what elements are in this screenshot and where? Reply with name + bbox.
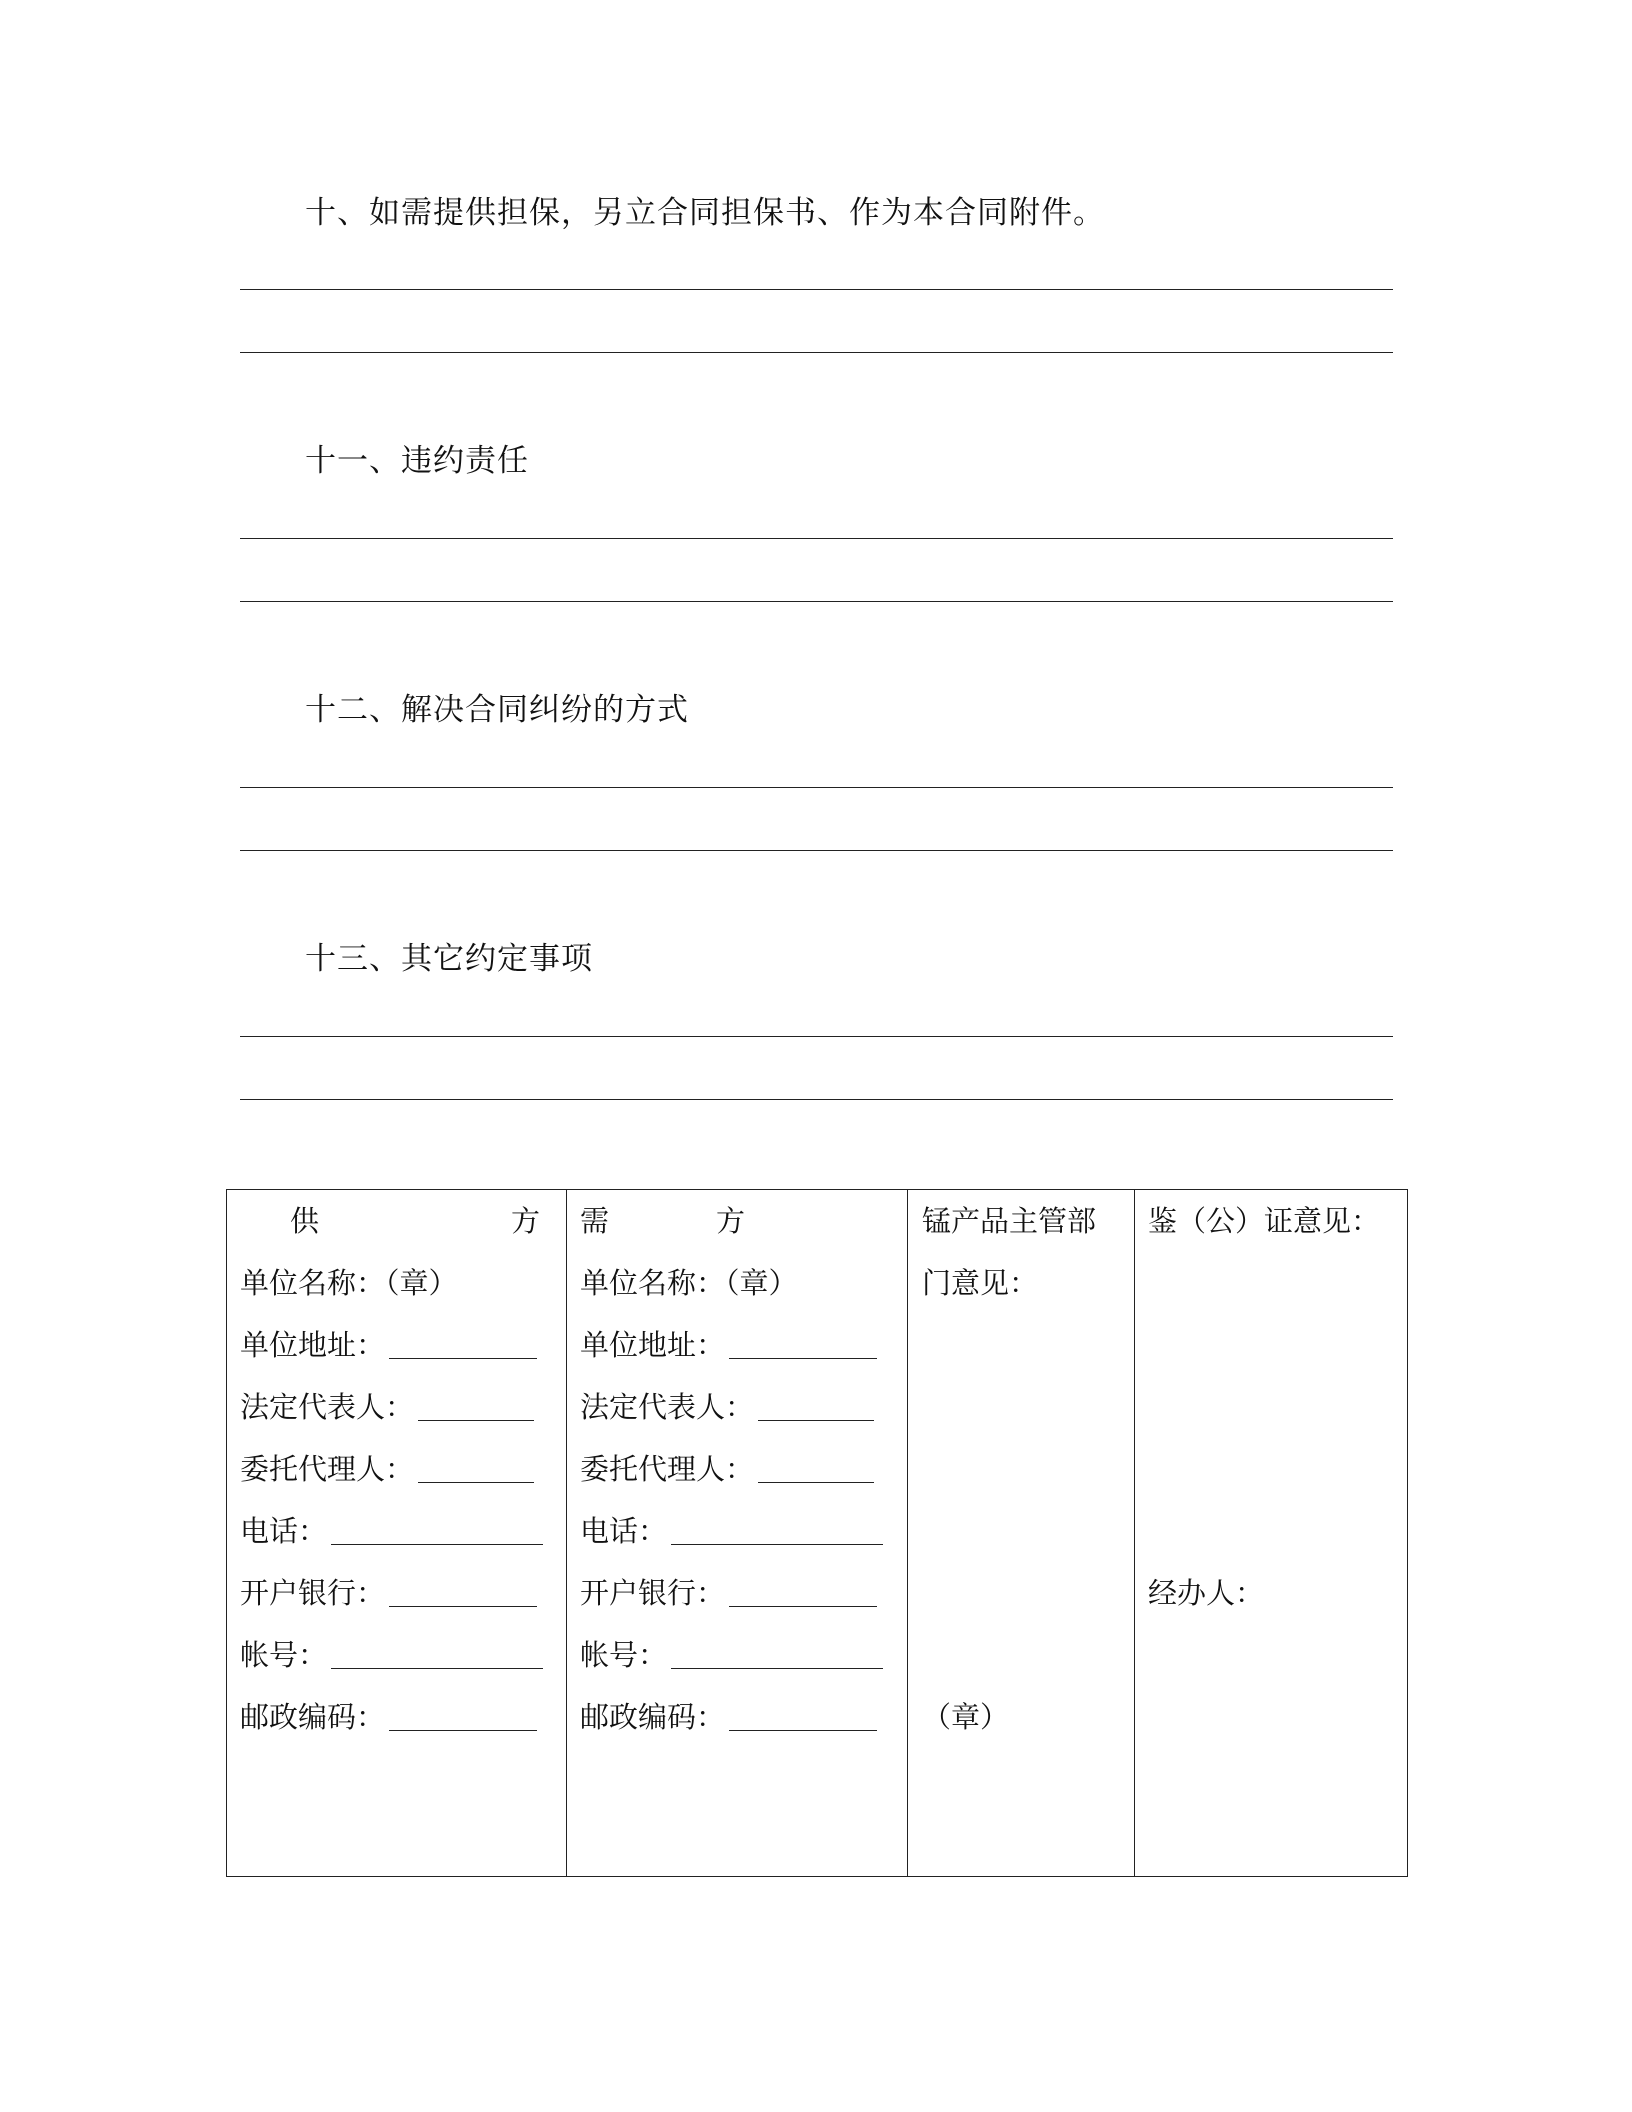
authority-column [908,1190,1135,1877]
blank-line [240,352,1393,353]
supplier-address-field[interactable] [389,1328,537,1359]
buyer-phone-field[interactable] [671,1514,883,1545]
buyer-legal-rep-label: 法定代表人： [580,1390,755,1424]
blank-line [240,787,1393,788]
supplier-title-right: 方 [510,1204,540,1238]
notary-column [1135,1190,1408,1877]
supplier-column [227,1190,567,1877]
supplier-bank-label: 开户银行： [240,1576,386,1610]
blank-line [240,1099,1393,1100]
supplier-phone-label: 电话： [240,1514,328,1548]
supplier-unit-name: 单位名称：（章） [240,1266,458,1300]
buyer-title-left: 需 [580,1204,610,1238]
buyer-phone-label: 电话： [580,1514,668,1548]
supplier-title-left: 供 [290,1204,320,1238]
blank-line [240,601,1393,602]
section-heading: 十三、其它约定事项 [305,941,593,977]
authority-seal: （章） [922,1700,1010,1734]
supplier-legal-rep-label: 法定代表人： [240,1390,415,1424]
supplier-phone-field[interactable] [331,1514,543,1545]
buyer-agent-field[interactable] [758,1452,874,1483]
section-heading: 十、如需提供担保，另立合同担保书、作为本合同附件。 [305,195,1105,231]
authority-title-line2: 门意见： [922,1266,1039,1300]
buyer-agent-label: 委托代理人： [580,1452,755,1486]
buyer-account-field[interactable] [671,1638,883,1669]
notary-handler: 经办人： [1148,1576,1265,1610]
buyer-title-right: 方 [715,1204,745,1238]
section-heading: 十二、解决合同纠纷的方式 [305,692,689,728]
buyer-postcode-field[interactable] [729,1700,877,1731]
buyer-account-label: 帐号： [580,1638,668,1672]
buyer-bank-label: 开户银行： [580,1576,726,1610]
section-heading: 十一、违约责任 [305,443,529,479]
supplier-legal-rep-field[interactable] [418,1390,534,1421]
buyer-bank-field[interactable] [729,1576,877,1607]
buyer-address-field[interactable] [729,1328,877,1359]
buyer-unit-name: 单位名称：（章） [580,1266,798,1300]
supplier-account-label: 帐号： [240,1638,328,1672]
blank-line [240,1036,1393,1037]
signature-table [226,1189,1408,1877]
supplier-agent-label: 委托代理人： [240,1452,415,1486]
supplier-agent-field[interactable] [418,1452,534,1483]
authority-title-line1: 锰产品主管部 [922,1204,1097,1238]
buyer-postcode-label: 邮政编码： [580,1700,726,1734]
blank-line [240,538,1393,539]
blank-line [240,289,1393,290]
buyer-address-label: 单位地址： [580,1328,726,1362]
supplier-account-field[interactable] [331,1638,543,1669]
buyer-legal-rep-field[interactable] [758,1390,874,1421]
supplier-bank-field[interactable] [389,1576,537,1607]
supplier-address-label: 单位地址： [240,1328,386,1362]
blank-line [240,850,1393,851]
supplier-postcode-field[interactable] [389,1700,537,1731]
buyer-column [567,1190,908,1877]
supplier-postcode-label: 邮政编码： [240,1700,386,1734]
notary-title: 鉴（公）证意见： [1148,1204,1381,1238]
